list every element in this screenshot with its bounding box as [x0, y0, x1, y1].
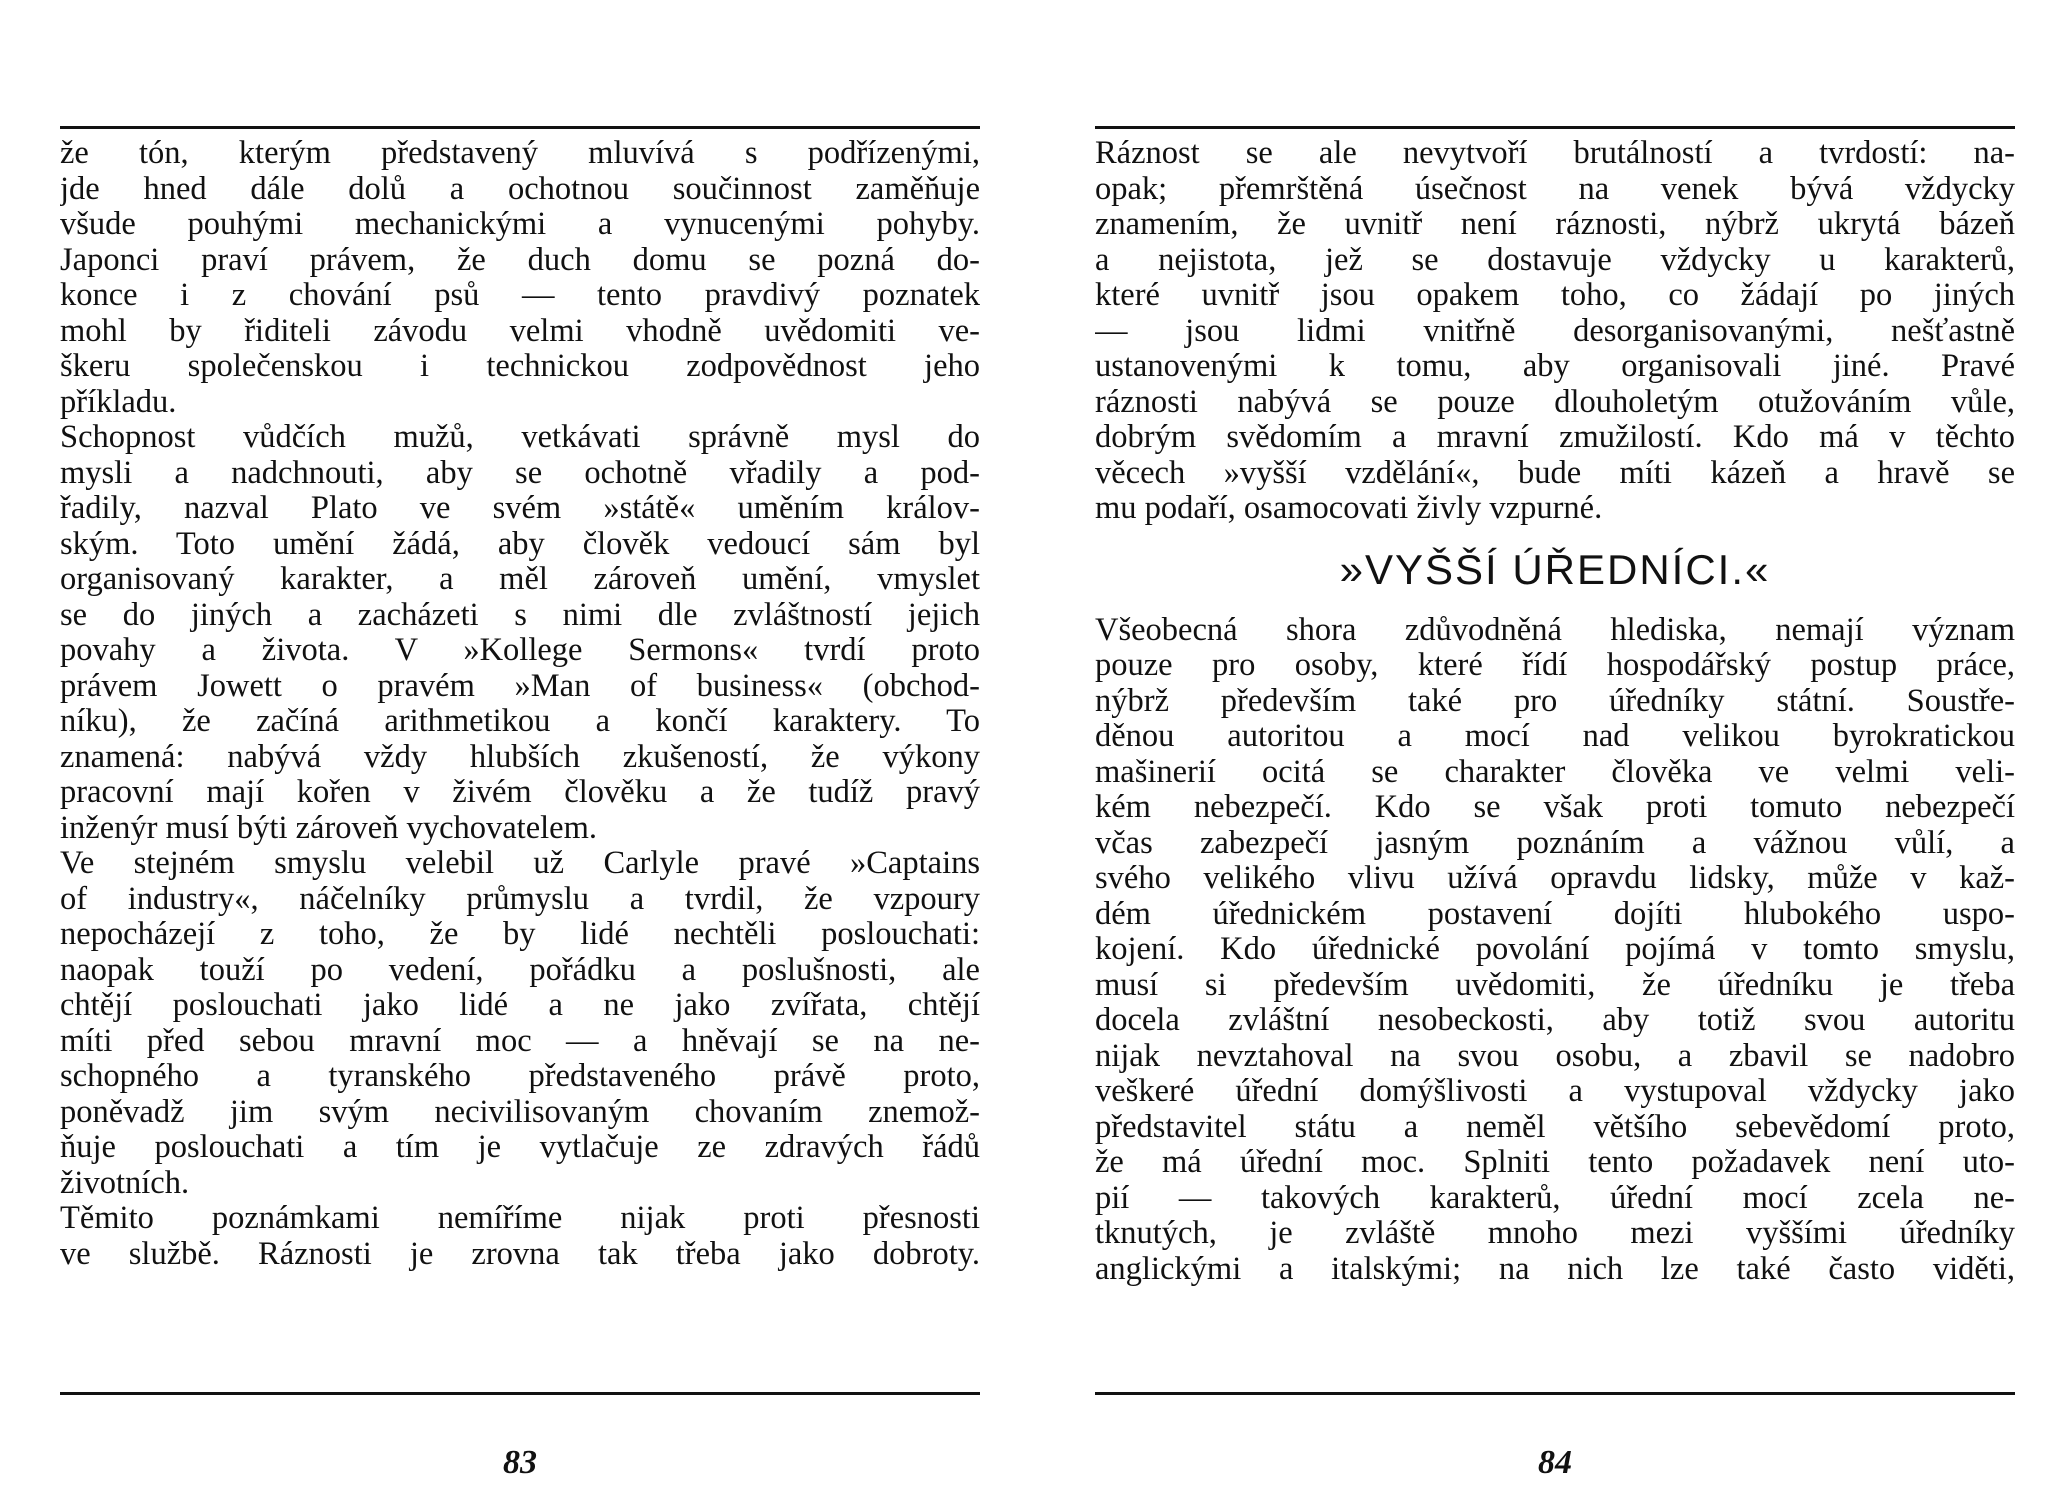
page-number: 83	[503, 1444, 537, 1481]
text-line: představitel státu a neměl většího sebevědomí proto,	[1095, 1109, 2015, 1145]
text-line: musí si především uvědomiti, že úředníku je třeba	[1095, 967, 2015, 1003]
text-line: a nejistota, jež se dostavuje vždycky u karakterů,	[1095, 242, 2015, 278]
text-line: nijak nevztahoval na svou osobu, a zbavil se nadobro	[1095, 1038, 2015, 1074]
text-line: kém nebezpečí. Kdo se však proti tomuto nebezpečí	[1095, 790, 2015, 825]
text-line: všude pouhými mechanickými a vynucenými pohyby.	[60, 207, 980, 242]
text-line: Ve stejném smyslu velebil už Carlyle pravé »Captains	[60, 846, 980, 881]
left-page	[60, 0, 980, 1500]
text-line: — jsou lidmi vnitřně desorganisovanými, nešťastně	[1095, 313, 2015, 349]
text-line: kojení. Kdo úřednické povolání pojímá v tomto smyslu,	[1095, 932, 2015, 967]
text-line: of industry«, náčelníky průmyslu a tvrdil, že vzpoury	[60, 881, 980, 917]
text-line: inženýr musí býti zároveň vychovatelem.	[60, 810, 597, 846]
text-line: Všeobecná shora zdůvodněná hlediska, nemají význam	[1095, 612, 2015, 648]
text-line: dobrým svědomím a mravní zmužilostí. Kdo má v těchto	[1095, 420, 2015, 455]
text-line: svého velikého vlivu užívá opravdu lidsky, může v kaž-	[1095, 861, 2015, 896]
bottom-rule	[1095, 1392, 2015, 1395]
text-line: znamením, že uvnitř není ráznosti, nýbrž ukrytá bázeň	[1095, 207, 2015, 242]
text-line: mu podaří, osamocovati živly vzpurné.	[1095, 491, 1603, 526]
text-line: ráznosti nabývá se pouze dlouholetým otužováním vůle,	[1095, 384, 2015, 420]
text-line: Ráznost se ale nevytvoří brutálností a tvrdostí: na-	[1095, 136, 2015, 171]
text-line: ve službě. Ráznosti je zrovna tak třeba jako dobroty.	[60, 1236, 980, 1272]
text-line: naopak touží po vedení, pořádku a poslušnosti, ale	[60, 952, 980, 988]
text-line: níku), že začíná arithmetikou a končí karaktery. To	[60, 704, 980, 739]
text-line: Těmito poznámkami nemíříme nijak proti přesnosti	[60, 1201, 980, 1236]
text-line: poněvadž jim svým necivilisovaným chovaním znemož-	[60, 1094, 980, 1130]
top-rule	[60, 126, 980, 129]
text-line: mysli a nadchnouti, aby se ochotně vřadily a pod-	[60, 455, 980, 491]
text-line: Schopnost vůdčích mužů, vetkávati správně mysl do	[60, 420, 980, 455]
right-page	[1095, 0, 2015, 1500]
text-line: řadily, nazval Plato ve svém »státě« uměním králov-	[60, 491, 980, 526]
text-line: opak; přemrštěná úsečnost na venek bývá vždycky	[1095, 171, 2015, 207]
text-line: životních.	[60, 1165, 190, 1201]
text-line: nepocházejí z toho, že by lidé nechtěli poslouchati:	[60, 917, 980, 952]
text-line: děnou autoritou a mocí nad velikou byrokratickou	[1095, 719, 2015, 754]
text-line: ňuje poslouchati a tím je vytlačuje ze zdravých řádů	[60, 1130, 980, 1165]
text-line: konce i z chování psů — tento pravdivý poznatek	[60, 278, 980, 313]
right-page-text	[1095, 136, 2015, 1287]
text-line: jde hned dále dolů a ochotnou součinnost zaměňuje	[60, 171, 980, 207]
text-line: anglickými a italskými; na nich lze také často viděti,	[1095, 1251, 2015, 1287]
text-line: věcech »vyšší vzdělání«, bude míti kázeň a hravě se	[1095, 455, 2015, 491]
text-line: organisovaný karakter, a měl zároveň umění, vmyslet	[60, 562, 980, 597]
section-heading: »VYŠŠÍ ÚŘEDNÍCI.«	[1339, 545, 1771, 593]
text-line: Japonci praví právem, že duch domu se pozná do-	[60, 242, 980, 278]
text-line: ským. Toto umění žádá, aby člověk vedoucí sám byl	[60, 526, 980, 562]
text-line: povahy a života. V »Kollege Sermons« tvrdí proto	[60, 633, 980, 668]
text-line: ustanovenými k tomu, aby organisovali jiné. Pravé	[1095, 349, 2015, 384]
bottom-rule	[60, 1392, 980, 1395]
text-line: pií — takových karakterů, úřední mocí zcela ne-	[1095, 1180, 2015, 1216]
top-rule	[1095, 126, 2015, 129]
text-line: příkladu.	[60, 384, 177, 420]
text-line: škeru společenskou i technickou zodpovědnost jeho	[60, 349, 980, 384]
text-line: znamená: nabývá vždy hlubších zkušeností, že výkony	[60, 739, 980, 775]
text-line: se do jiných a zacházeti s nimi dle zvláštností jejich	[60, 597, 980, 633]
text-line: mohl by řiditeli závodu velmi vhodně uvědomiti ve-	[60, 313, 980, 349]
page-number: 84	[1538, 1444, 1572, 1481]
text-line: pouze pro osoby, které řídí hospodářský postup práce,	[1095, 648, 2015, 683]
text-line: tknutých, je zvláště mnoho mezi vyššími úředníky	[1095, 1216, 2015, 1251]
text-line: které uvnitř jsou opakem toho, co žádají po jiných	[1095, 278, 2015, 313]
text-line: že tón, kterým představený mluvívá s podřízenými,	[60, 136, 980, 171]
text-line: dém úřednickém postavení dojíti hlubokého uspo-	[1095, 896, 2015, 932]
text-line: docela zvláštní nesobeckosti, aby totiž svou autoritu	[1095, 1003, 2015, 1038]
text-line: nýbrž především také pro úředníky státní. Soustře-	[1095, 683, 2015, 719]
left-page-text	[60, 136, 980, 1272]
text-line: míti před sebou mravní moc — a hněvají se na ne-	[60, 1023, 980, 1059]
text-line: že má úřední moc. Splniti tento požadavek není uto-	[1095, 1145, 2015, 1180]
text-line: schopného a tyranského představeného právě proto,	[60, 1059, 980, 1094]
text-line: veškeré úřední domýšlivosti a vystupoval vždycky jako	[1095, 1074, 2015, 1109]
text-line: mašinerií ocitá se charakter člověka ve velmi veli-	[1095, 754, 2015, 790]
text-line: chtějí poslouchati jako lidé a ne jako zvířata, chtějí	[60, 988, 980, 1023]
text-line: pracovní mají kořen v živém člověku a že tudíž pravý	[60, 775, 980, 810]
text-line: právem Jowett o pravém »Man of business« (obchod-	[60, 668, 980, 704]
text-line: včas zabezpečí jasným poznáním a vážnou vůlí, a	[1095, 825, 2015, 861]
